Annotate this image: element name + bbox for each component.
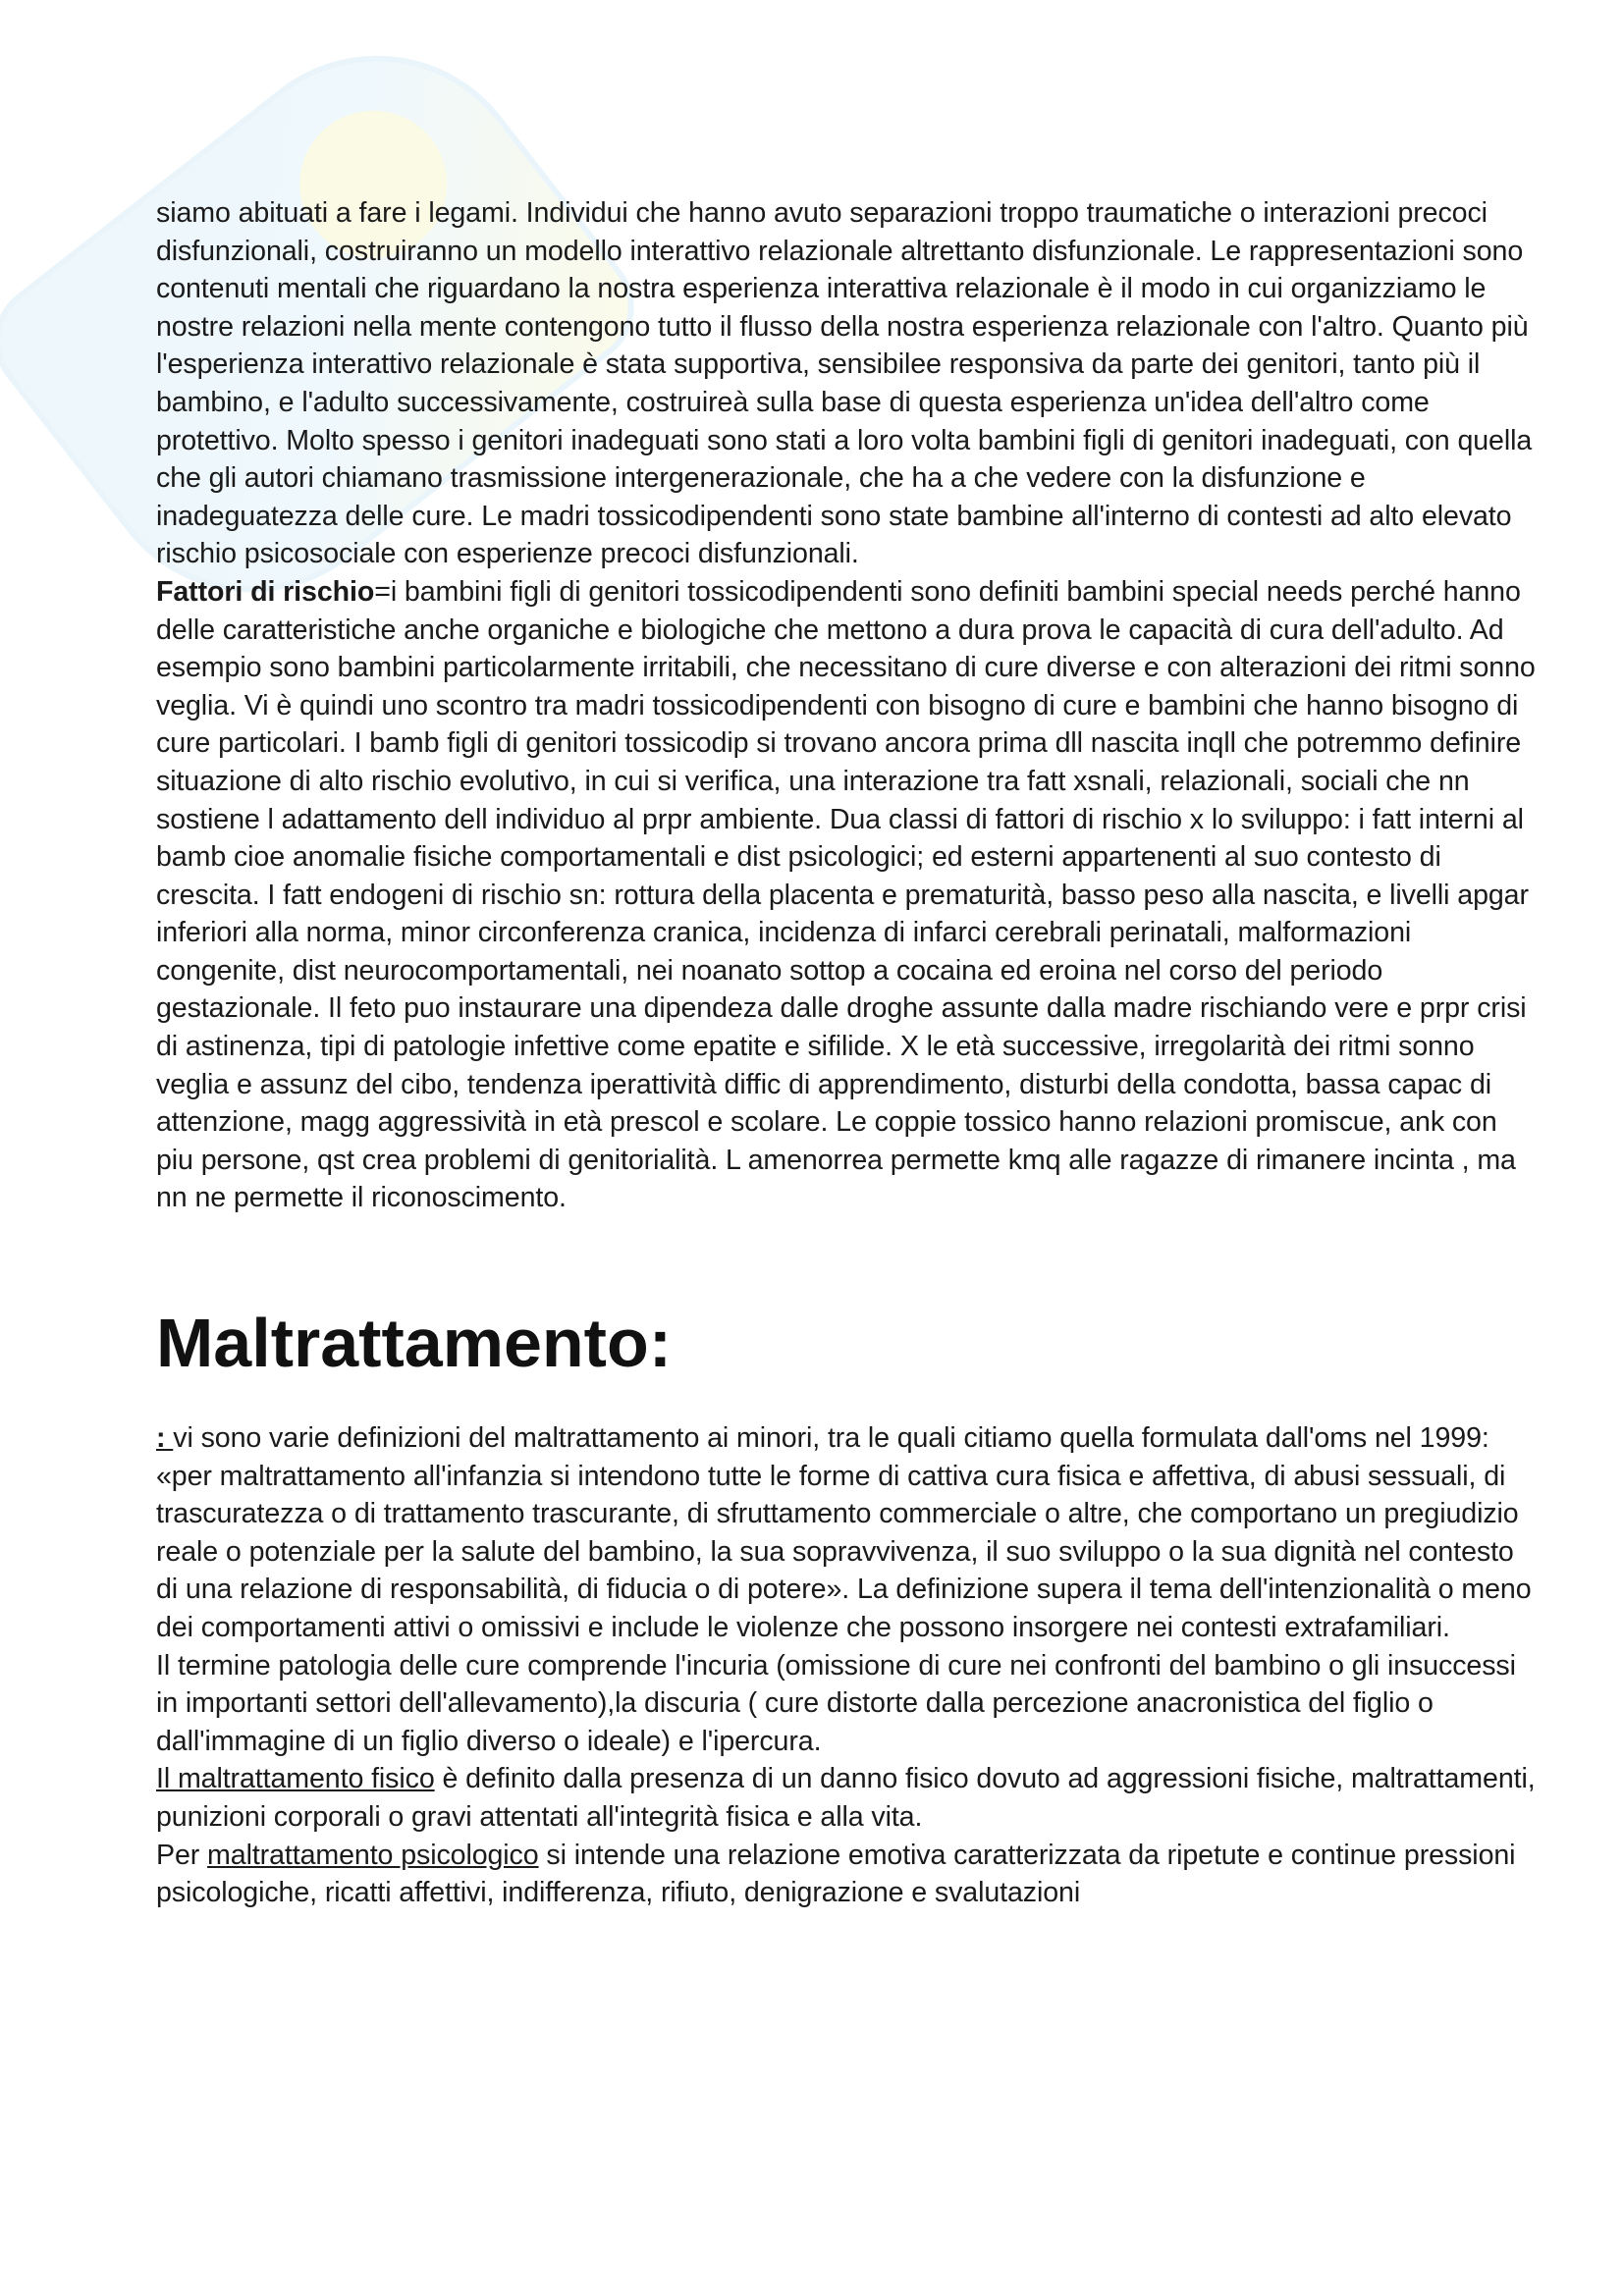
definition-prefix: : <box>156 1422 174 1455</box>
psychological-maltreatment-text: si intende una relazione emotiva caratterizzata da ripetute e continue pressioni psicologiche, ricatti affettivi, indifferenza, rifiuto, denigrazione e svalutazioni <box>156 1839 1516 1909</box>
paragraph-care-pathology: Il termine patologia delle cure comprende l'incuria (omissione di cure nei confronti del bambino o gli insuccessi in importanti settori dell'allevamento),la discuria ( cure distorte dalla percezione anacronistica del figlio o dall'immagine di un figlio diverso o ideale) e l'ipercura. <box>156 1649 1516 1757</box>
physical-maltreatment-text: è definito dalla presenza di un danno fisico dovuto ad aggressioni fisiche, maltrattamenti, punizioni corporali o gravi attentati all'integrità fisica e alla vita. <box>156 1763 1536 1833</box>
document-body <box>156 194 1536 1912</box>
paragraph-attachment-models: siamo abituati a fare i legami. Individui che hanno avuto separazioni troppo traumatiche o interazioni precoci disfunzionali, costruiranno un modello interattivo relazionale altrettanto disfunzionale. Le rappresentazioni sono contenuti mentali che riguardano la nostra esperienza interattiva relazionale è il modo in cui organizziamo le nostre relazioni nella mente contengono tutto il flusso della nostra esperienza relazionale con l'altro. Quanto più l'esperienza interattivo relazionale è stata supportiva, sensibilee responsiva da parte dei genitori, tanto più il bambino, e l'adulto successivamente, costruireà sulla base di questa esperienza un'idea dell'altro come protettivo. Molto spesso i genitori inadeguati sono stati a loro volta bambini figli di genitori inadeguati, con quella che gli autori chiamano trasmissione intergenerazionale, che ha a che vedere con la disfunzione e inadeguatezza delle cure. Le madri tossicodipendenti sono state bambine all'interno di contesti ad alto elevato rischio psicosociale con esperienze precoci disfunzionali. <box>156 197 1533 570</box>
psychological-maltreatment-term: maltrattamento psicologico <box>207 1839 539 1871</box>
risk-factors-label: Fattori di rischio <box>156 575 375 608</box>
paragraph-maltreatment-definition <box>156 1419 1536 1647</box>
paragraph-risk-factors <box>156 573 1536 1217</box>
physical-maltreatment-term: Il maltrattamento fisico <box>156 1763 435 1795</box>
definition-text: vi sono varie definizioni del maltrattamento ai minori, tra le quali citiamo quella formulata dall'oms nel 1999: «per maltrattamento all'infanzia si intendono tutte le forme di cattiva cura fisica e affettiva, di abusi sessuali, di trascuratezza o di trattamento trascurante, di sfruttamento commerciale o altre, che comportano un pregiudizio reale o potenziale per la salute del bambino, la sua sopravvivenza, il suo sviluppo o la sua dignità nel contesto di una relazione di responsabilità, di fiducia o di potere». La definizione supera il tema dell'intenzionalità o meno dei comportamenti attivi o omissivi e include le violenze che possono insorgere nei contesti extrafamiliari. <box>156 1422 1532 1643</box>
paragraph-physical-maltreatment <box>156 1760 1536 1836</box>
psychological-lead: Per <box>156 1839 208 1871</box>
paragraph-psychological-maltreatment <box>156 1837 1536 1912</box>
risk-factors-text: =i bambini figli di genitori tossicodipendenti sono definiti bambini special needs perché hanno delle caratteristiche anche organiche e biologiche che mettono a dura prova le capacità di cura dell'adulto. Ad esempio sono bambini particolarmente irritabili, che necessitano di cure diverse e con alterazioni dei ritmi sonno veglia. Vi è quindi uno scontro tra madri tossicodipendenti con bisogno di cure e bambini che hanno bisogno di cure particolari. I bamb figli di genitori tossicodip si trovano ancora prima dll nascita inqll che potremmo definire situazione di alto rischio evolutivo, in cui si verifica, una interazione tra fatt xsnali, relazionali, sociali che nn sostiene l adattamento dell individuo al prpr ambiente. Dua classi di fattori di rischio x lo sviluppo: i fatt interni al bamb cioe anomalie fisiche comportamentali e dist psicologici; ed esterni appartenenti al suo contesto di crescita. I fatt endogeni di rischio sn: rottura della placenta e prematurità, basso peso alla nascita, e livelli apgar inferiori alla norma, minor circonferenza cranica, incidenza di infarci cerebrali perinatali, malformazioni congenite, dist neurocomportamentali, nei noanato sottop a cocaina ed eroina nel corso del periodo gestazionale. Il feto puo instaurare una dipendeza dalle droghe assunte dalla madre rischiando vere e prpr crisi di astinenza, tipi di patologie infettive come epatite e sifilide. X le età successive, irregolarità dei ritmi sonno veglia e assunz del cibo, tendenza iperattività diffic di apprendimento, disturbi della condotta, bassa capac di attenzione, magg aggressività in età prescol e scolare. Le coppie tossico hanno relazioni promiscue, ank con piu persone, qst crea problemi di genitorialità. L amenorrea permette kmq alle ragazze di rimanere incinta , ma nn ne permette il riconoscimento. <box>156 575 1536 1214</box>
section-heading-maltreatment: Maltrattamento: <box>156 1305 673 1382</box>
